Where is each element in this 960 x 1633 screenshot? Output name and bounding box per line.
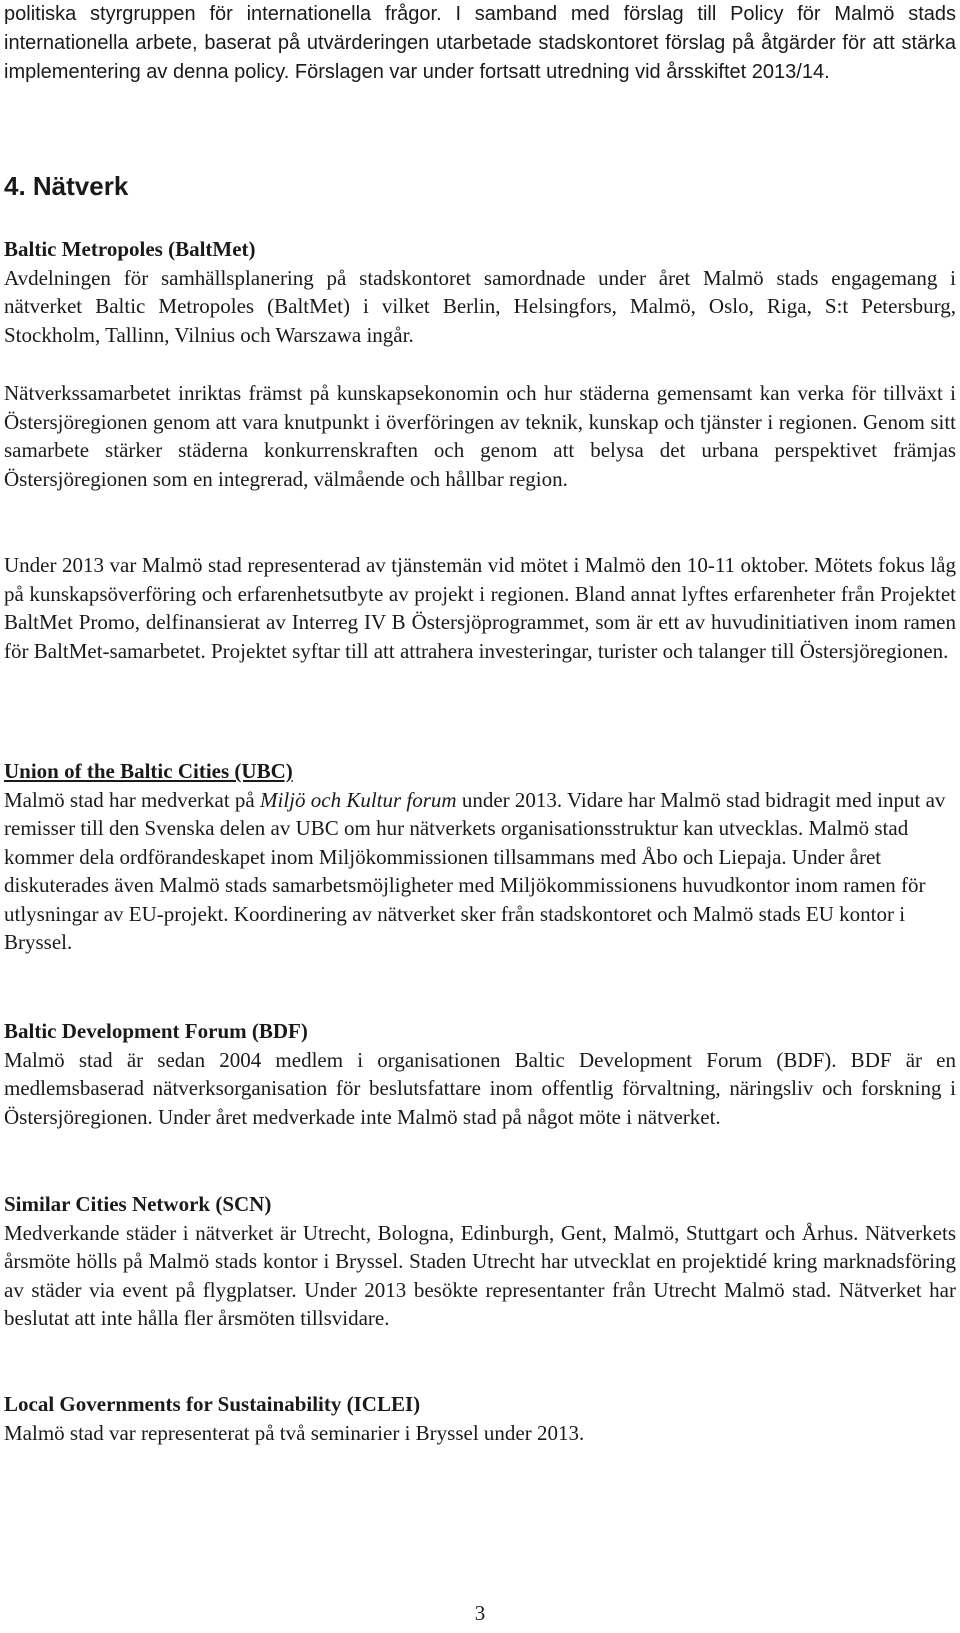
baltmet-paragraph-2: Nätverkssamarbetet inriktas främst på kunskapsekonomin och hur städerna gemensamt kan verka för tillväxt i Östersjöregionen genom att vara knutpunkt i överföringen av teknik, kunskap och tjänster i regionen. Genom sitt samarbete stärker städerna konkurrenskraften och genom att belysa det urbana perspektivet främjas Östersjöregionen som en integrerad, välmående och hållbar region. xyxy=(4,381,956,491)
iclei-heading: Local Governments for Sustainability (ICLEI) xyxy=(4,1392,421,1416)
scn-heading: Similar Cities Network (SCN) xyxy=(4,1192,272,1216)
page-number: 3 xyxy=(474,1601,486,1625)
ubc-text-after: under 2013. Vidare har Malmö stad bidragit med input av remisser till den Svenska delen av UBC om hur nätverkets organisationsstruktur kan utvecklas. Malmö stad kommer dela ordförandeskapet inom Miljökommissionen tillsammans med Åbo och Liepaja. Under året diskuterades även Malmö stads samarbetsmöjligheter med Miljökommissionens huvudkontor inom ramen för utlysningar av EU-projekt. Koordinering av nätverket sker från stadskontoret och Malmö stads EU kontor i Bryssel. xyxy=(4,787,946,954)
iclei-paragraph: Malmö stad var representerat på två seminarier i Bryssel under 2013. xyxy=(4,1420,585,1445)
section-heading: 4. Nätverk xyxy=(4,171,129,201)
ubc-paragraph xyxy=(4,786,956,957)
scn-section xyxy=(4,1190,956,1333)
bdf-paragraph: Malmö stad är sedan 2004 medlem i organisationen Baltic Development Forum (BDF). BDF är en medlemsbaserad nätverksorganisation för beslutsfattare inom offentlig förvaltning, näringsliv och forskning i Östersjöregionen. Under året medverkade inte Malmö stad på något möte i nätverket. xyxy=(4,1047,956,1129)
baltmet-section xyxy=(4,235,956,349)
ubc-text-before: Malmö stad har medverkat på xyxy=(4,787,260,812)
ubc-section xyxy=(4,757,956,957)
scn-paragraph: Medverkande städer i nätverket är Utrecht, Bologna, Edinburgh, Gent, Malmö, Stuttgart och Århus. Nätverkets årsmöte hölls på Malmö stads kontor i Bryssel. Staden Utrecht har utvecklat en projektidé kring marknadsföring av städer via event på flygplatser. Under 2013 besökte representanter från Utrecht Malmö stad. Nätverket har beslutat att inte hålla fler årsmöten tillsvidare. xyxy=(4,1220,956,1330)
baltmet-paragraph-3: Under 2013 var Malmö stad representerad av tjänstemän vid mötet i Malmö den 10-11 oktober. Mötets fokus låg på kunskapsöverföring och erfarenhetsutbyte av projekt i regionen. Bland annat lyftes erfarenheter från Projektet BaltMet Promo, delfinansierat av Interreg IV B Östersjöprogrammet, som är ett av huvudinitiativen inom ramen för BaltMet-samarbetet. Projektet syftar till att attrahera investeringar, turister och talanger till Östersjöregionen. xyxy=(4,553,956,663)
baltmet-heading: Baltic Metropoles (BaltMet) xyxy=(4,237,256,261)
iclei-section xyxy=(4,1390,956,1447)
bdf-section xyxy=(4,1017,956,1131)
bdf-heading: Baltic Development Forum (BDF) xyxy=(4,1019,308,1043)
baltmet-paragraph-1: Avdelningen för samhällsplanering på stadskontoret samordnade under året Malmö stads engagemang i nätverket Baltic Metropoles (BaltMet) i vilket Berlin, Helsingfors, Malmö, Oslo, Riga, S:t Petersburg, Stockholm, Tallinn, Vilnius och Warszawa ingår. xyxy=(4,265,956,347)
intro-paragraph: politiska styrgruppen för internationella frågor. I samband med förslag till Policy för Malmö stads internationella arbete, baserat på utvärderingen utarbetade stadskontoret förslag på åtgärder för att stärka implementering av denna policy. Förslagen var under fortsatt utredning vid årsskiftet 2013/14. xyxy=(4,3,956,83)
ubc-forum-name: Miljö och Kultur forum xyxy=(260,787,457,812)
ubc-heading: Union of the Baltic Cities (UBC) xyxy=(4,759,293,783)
